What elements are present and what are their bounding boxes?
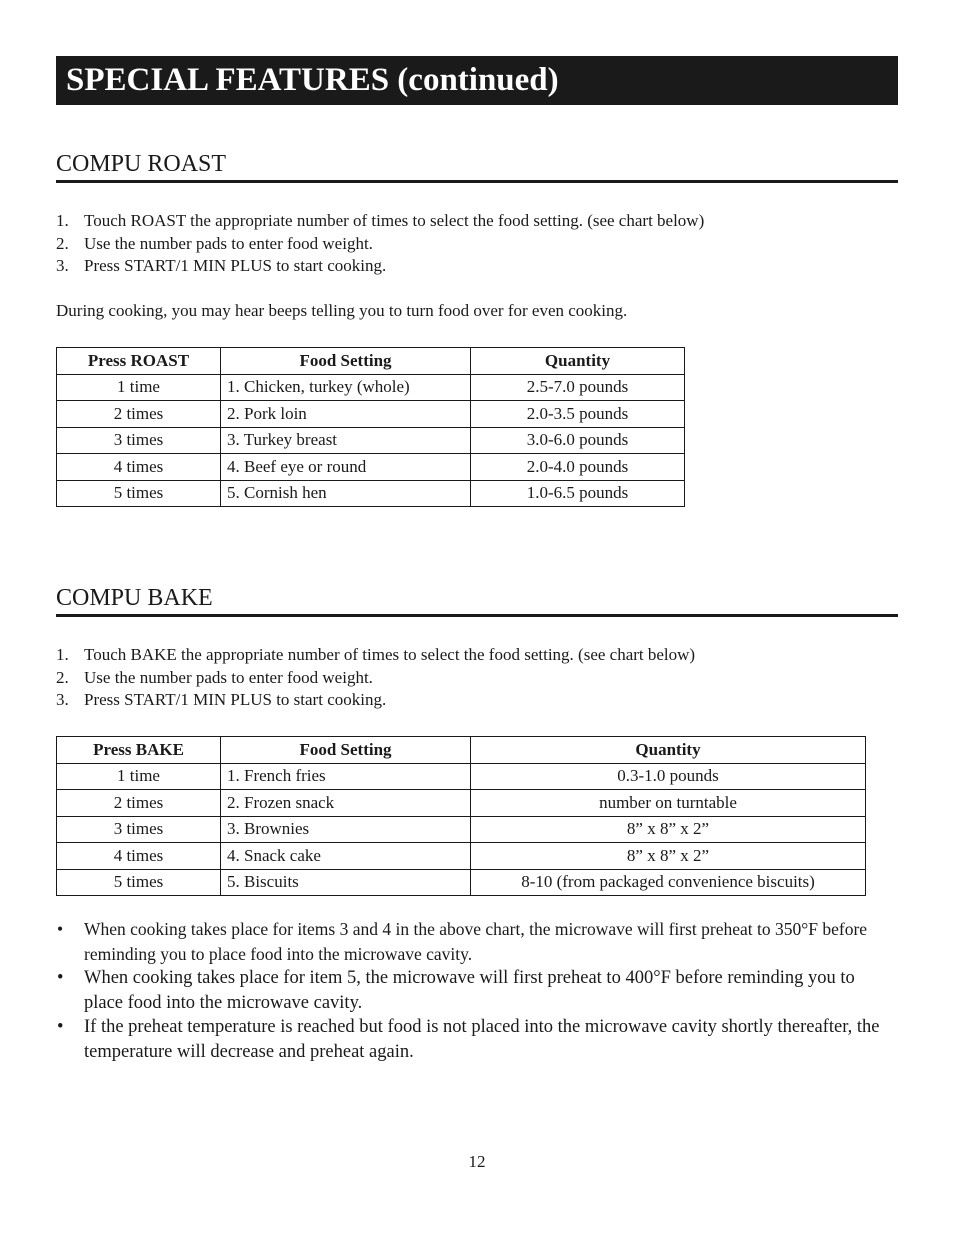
table-cell: 5. Cornish hen [221, 480, 471, 507]
column-header: Quantity [471, 737, 866, 764]
bake-section-heading: COMPU BAKE [56, 584, 898, 617]
bake-step: 3. Press START/1 MIN PLUS to start cooking. [56, 690, 387, 709]
table-cell: 4. Snack cake [221, 843, 471, 870]
bake-settings-table [56, 736, 866, 896]
table-cell: 3 times [57, 816, 221, 843]
table-cell: 0.3-1.0 pounds [471, 763, 866, 790]
page-number: 12 [468, 1152, 486, 1171]
table-row [57, 374, 685, 401]
table-cell: 4. Beef eye or round [221, 454, 471, 481]
list-item: • If the preheat temperature is reached but food is not placed into the microwave cavity shortly thereafter, the temperature will decrease and preheat again. [57, 1017, 880, 1062]
table-cell: 1. Chicken, turkey (whole) [221, 374, 471, 401]
table-cell: 2.0-4.0 pounds [471, 454, 685, 481]
roast-section-heading: COMPU ROAST [56, 150, 898, 183]
table-cell: 5. Biscuits [221, 869, 471, 896]
column-header: Press BAKE [57, 737, 221, 764]
roast-turn-food-note: During cooking, you may hear beeps telling you to turn food over for even cooking. [56, 301, 628, 320]
table-row [57, 869, 866, 896]
list-item: • When cooking takes place for items 3 and 4 in the above chart, the microwave will first preheat to 350°F before reminding you to place food into the microwave cavity. [57, 919, 868, 964]
table-row [57, 763, 866, 790]
table-cell: 5 times [57, 480, 221, 507]
table-cell: 4 times [57, 843, 221, 870]
table-row [57, 454, 685, 481]
column-header: Quantity [471, 348, 685, 375]
table-row [57, 843, 866, 870]
table-cell: 1.0-6.5 pounds [471, 480, 685, 507]
table-row [57, 427, 685, 454]
table-cell: 1 time [57, 763, 221, 790]
page-title: SPECIAL FEATURES (continued) [66, 62, 559, 98]
bake-steps-list [56, 644, 695, 712]
table-row [57, 401, 685, 428]
table-cell: 8” x 8” x 2” [471, 843, 866, 870]
page-title-bar [56, 56, 898, 105]
table-header-row [57, 348, 685, 375]
roast-step: 3. Press START/1 MIN PLUS to start cooking. [56, 256, 387, 275]
table-cell: 4 times [57, 454, 221, 481]
table-cell: 1 time [57, 374, 221, 401]
table-cell: 3. Turkey breast [221, 427, 471, 454]
table-cell: 3. Brownies [221, 816, 471, 843]
bake-step: 2. Use the number pads to enter food weight. [56, 667, 373, 687]
column-header: Food Setting [221, 348, 471, 375]
table-cell: 2.5-7.0 pounds [471, 374, 685, 401]
table-cell: 8” x 8” x 2” [471, 816, 866, 843]
table-header-row [57, 737, 866, 764]
table-row [57, 790, 866, 817]
roast-settings-table [56, 347, 685, 507]
table-row [57, 816, 866, 843]
table-cell: 8-10 (from packaged convenience biscuits) [471, 869, 866, 896]
table-cell: 3.0-6.0 pounds [471, 427, 685, 454]
table-cell: number on turntable [471, 790, 866, 817]
table-cell: 2 times [57, 401, 221, 428]
column-header: Food Setting [221, 737, 471, 764]
table-row [57, 480, 685, 507]
table-cell: 3 times [57, 427, 221, 454]
table-cell: 2. Frozen snack [221, 790, 471, 817]
table-cell: 2. Pork loin [221, 401, 471, 428]
list-item: • When cooking takes place for item 5, the microwave will first preheat to 400°F before reminding you to place food into the microwave cavity. [57, 968, 855, 1013]
roast-step: 1. Touch ROAST the appropriate number of times to select the food setting. (see chart below) [56, 211, 705, 230]
table-cell: 1. French fries [221, 763, 471, 790]
roast-steps-list [56, 210, 704, 278]
preheat-notes-list [56, 917, 886, 1064]
roast-step: 2. Use the number pads to enter food weight. [56, 233, 373, 253]
table-cell: 2.0-3.5 pounds [471, 401, 685, 428]
table-cell: 5 times [57, 869, 221, 896]
bake-step: 1. Touch BAKE the appropriate number of times to select the food setting. (see chart below) [56, 645, 696, 664]
table-cell: 2 times [57, 790, 221, 817]
column-header: Press ROAST [57, 348, 221, 375]
